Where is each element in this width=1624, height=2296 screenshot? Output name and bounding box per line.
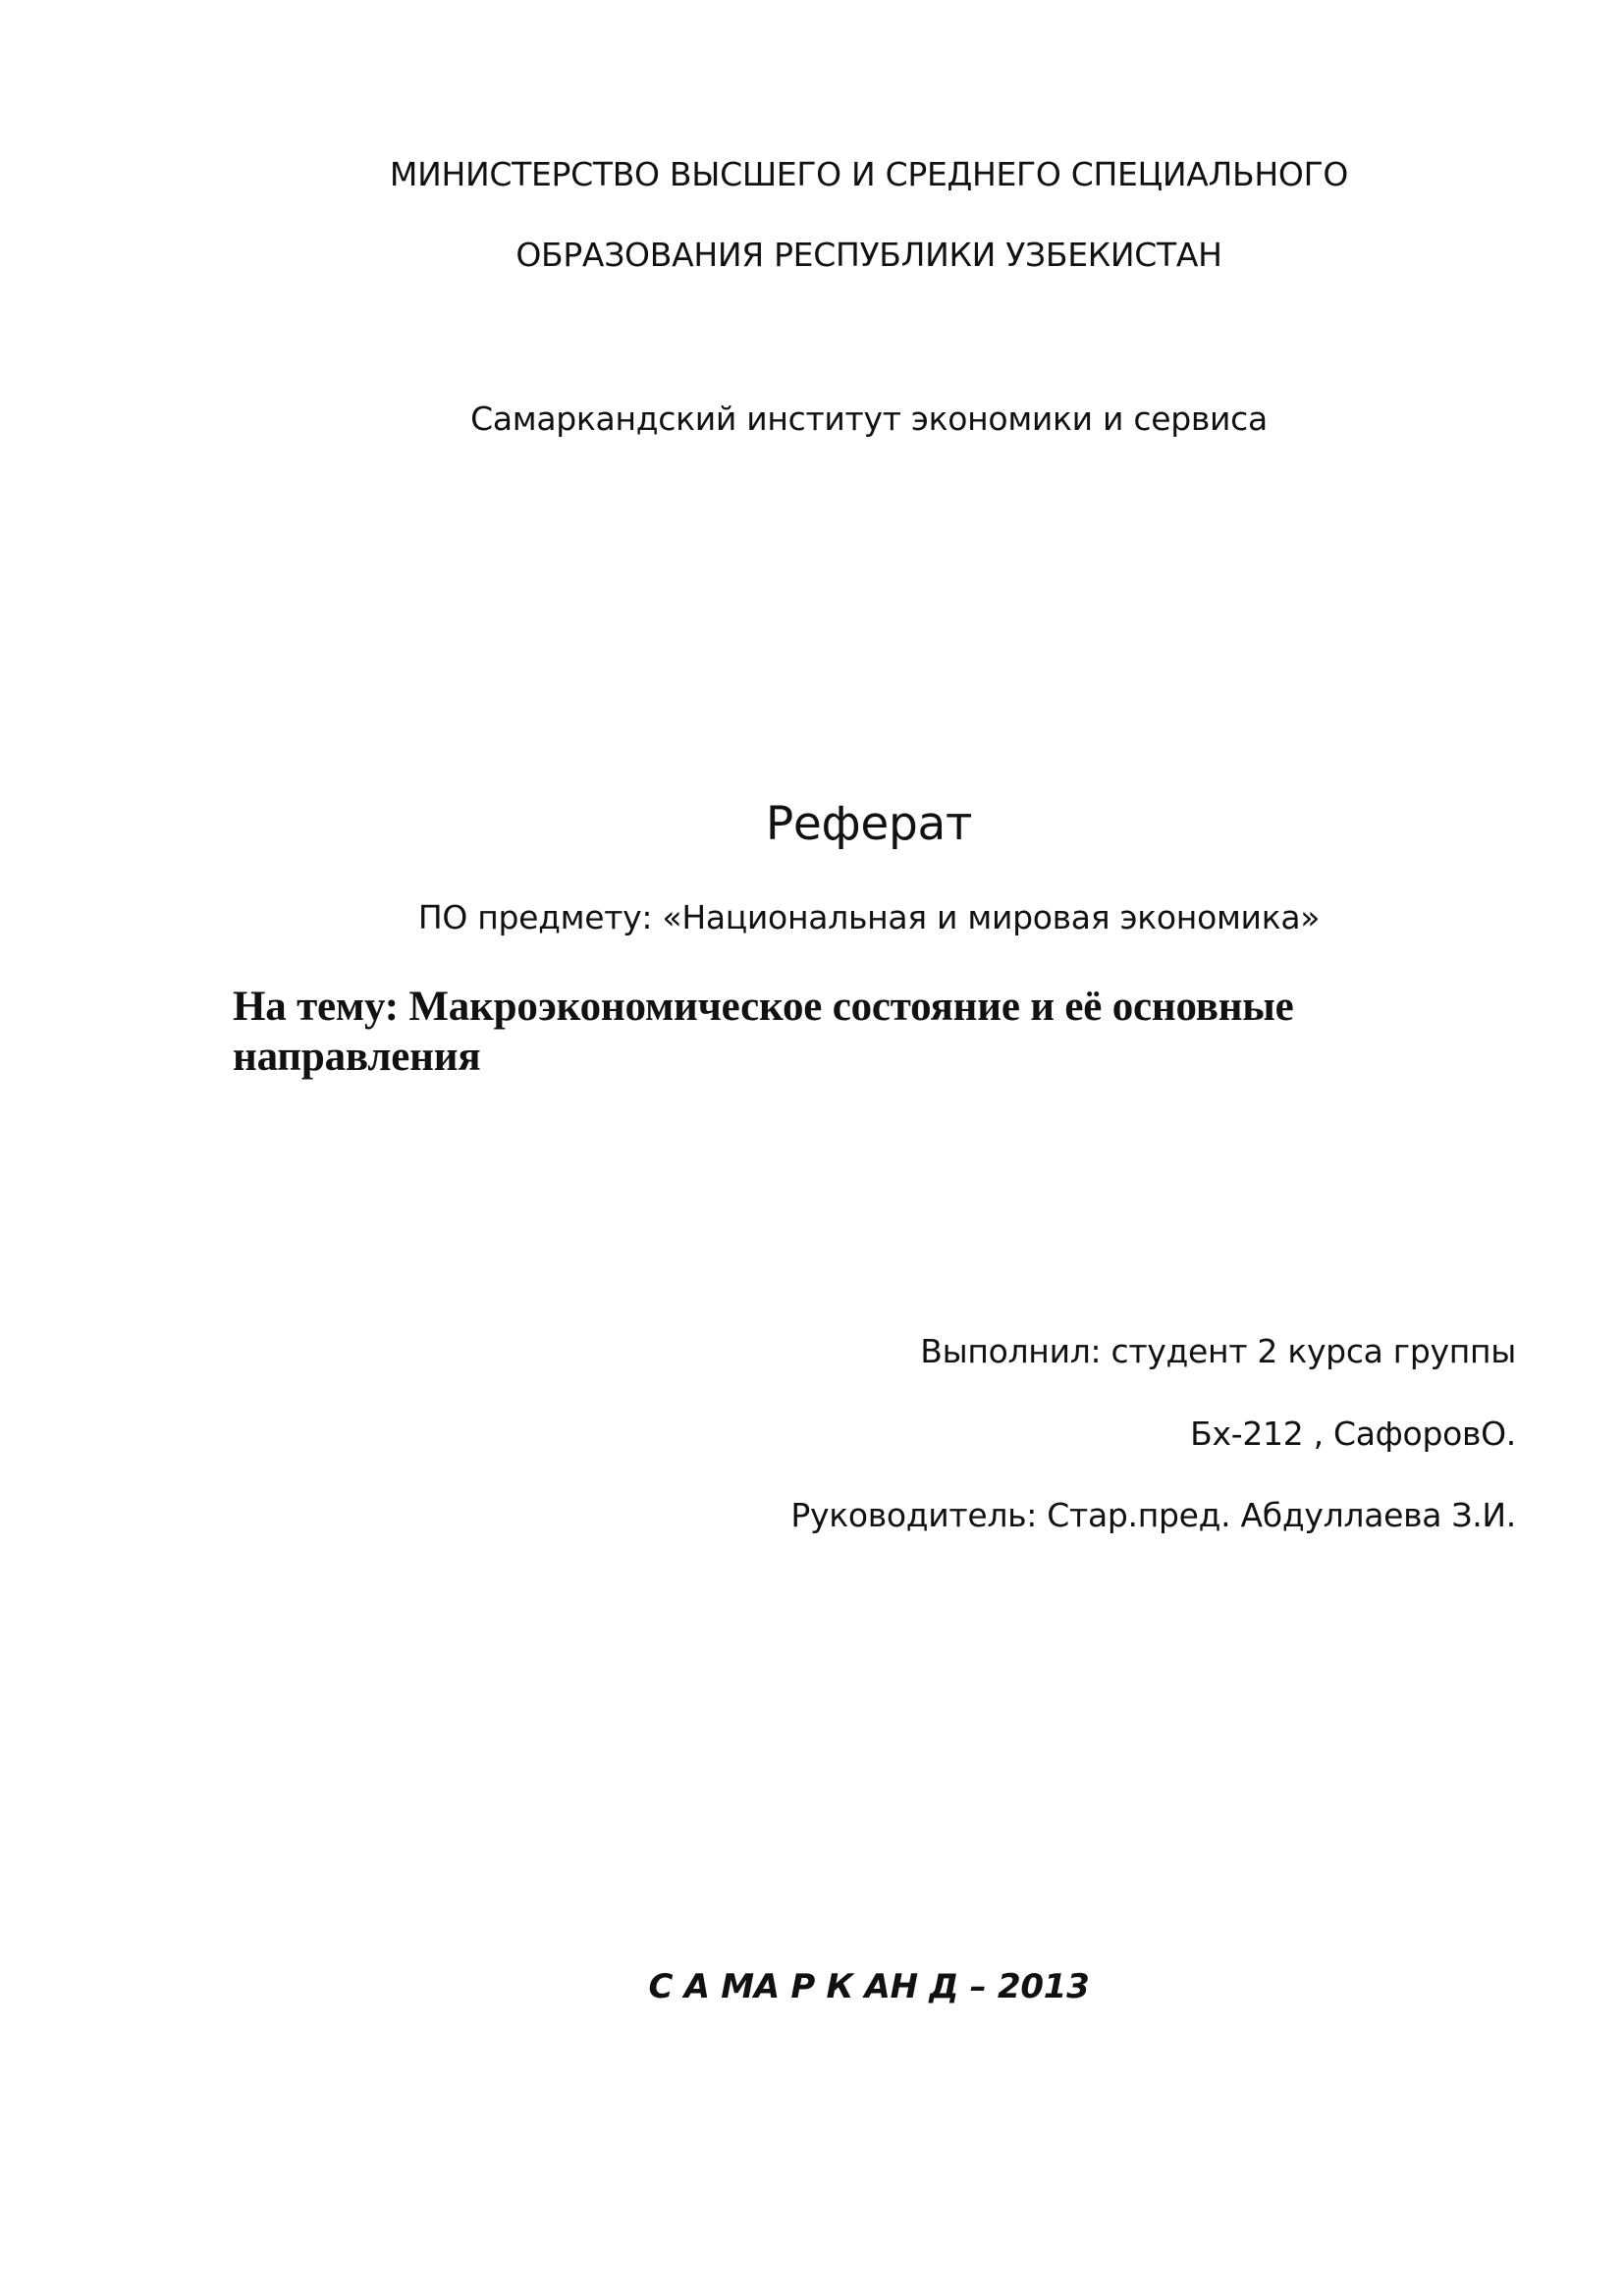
group-and-author: Бх-212 , СафоровО. <box>1190 1415 1516 1453</box>
performed-by: Выполнил: студент 2 курса группы <box>920 1332 1516 1370</box>
supervisor: Руководитель: Стар.пред. Абдуллаева З.И. <box>790 1496 1516 1534</box>
ministry-name-line-1: МИНИСТЕРСТВО ВЫСШЕГО И СРЕДНЕГО СПЕЦИАЛЬНОГО <box>389 155 1349 193</box>
subject-line: ПО предмету: «Национальная и мировая экономика» <box>417 898 1321 936</box>
document-type: Реферат <box>765 797 973 851</box>
institute-name: Самаркандский институт экономики и сервиса <box>470 400 1268 438</box>
topic-heading: На тему: Макроэкономическое состояние и её основные направления <box>233 984 1294 1080</box>
city-year: С А МА Р К АН Д – 2013 <box>648 1967 1090 2006</box>
ministry-name-line-2: ОБРАЗОВАНИЯ РЕСПУБЛИКИ УЗБЕКИСТАН <box>515 236 1222 274</box>
